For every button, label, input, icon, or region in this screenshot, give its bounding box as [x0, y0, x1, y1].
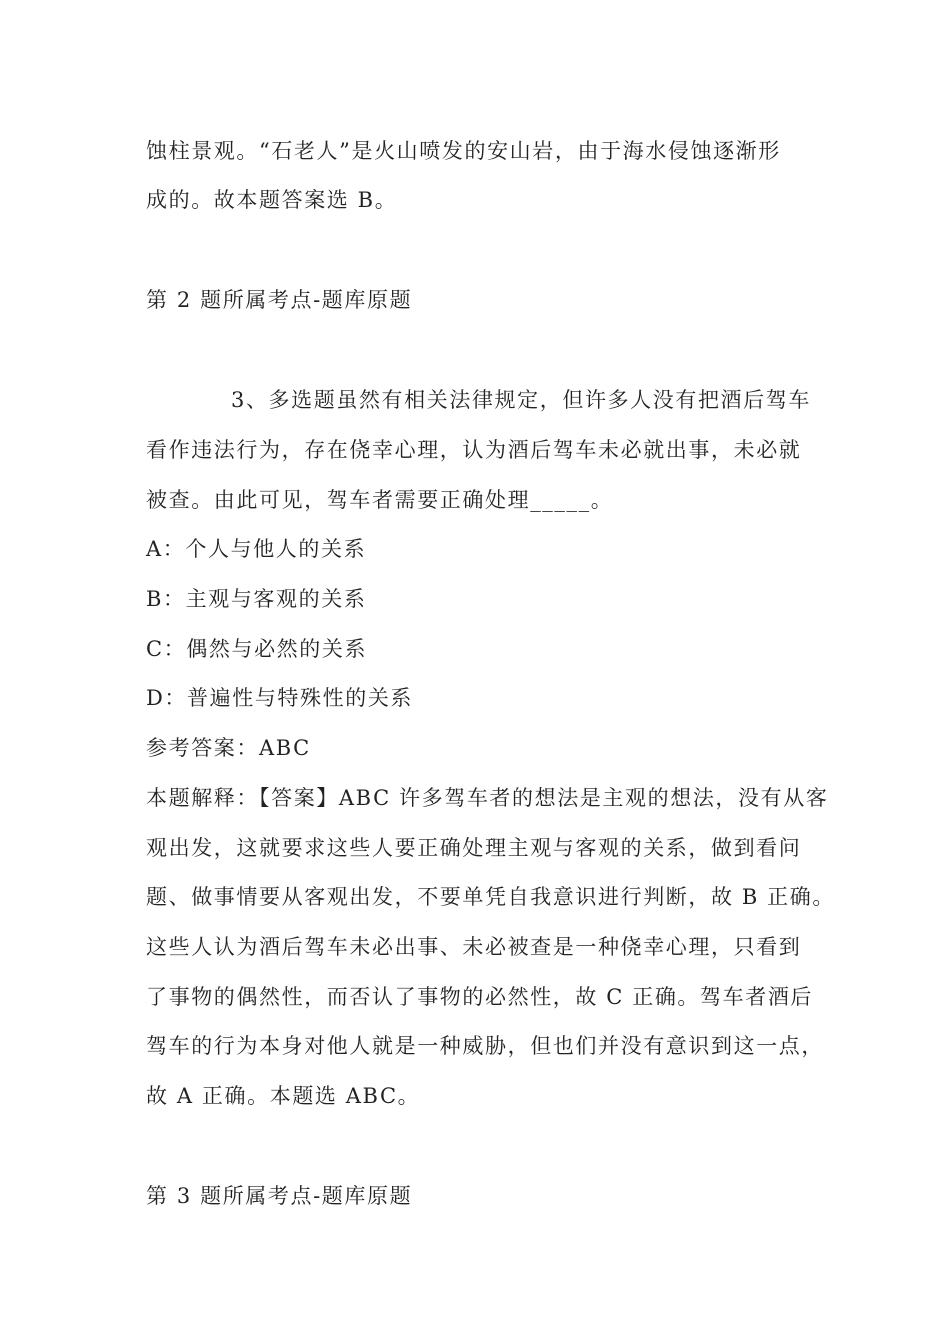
- explanation-line-3: 题、做事情要从客观出发，不要单凭自我意识进行判断，故 B 正确。: [146, 885, 835, 909]
- reference-answer: 参考答案：ABC: [146, 736, 311, 760]
- option-b: B：主观与客观的关系: [146, 587, 367, 611]
- question-3-line-2: 看作违法行为，存在侥幸心理，认为酒后驾车未必就出事，未必就: [146, 438, 802, 462]
- option-c: C：偶然与必然的关系: [146, 637, 368, 661]
- intro-line-2: 成的。故本题答案选 B。: [146, 188, 398, 212]
- option-d: D：普遍性与特殊性的关系: [146, 686, 414, 710]
- explanation-line-2: 观出发，这就要求这些人要正确处理主观与客观的关系，做到看问: [146, 836, 802, 860]
- question-3-line-1: 3、多选题虽然有相关法律规定，但许多人没有把酒后驾车: [231, 388, 811, 412]
- explanation-line-4: 这些人认为酒后驾车未必出事、未必被查是一种侥幸心理，只看到: [146, 935, 802, 959]
- explanation-line-7: 故 A 正确。本题选 ABC。: [146, 1084, 421, 1108]
- question-2-topic: 第 2 题所属考点-题库原题: [146, 288, 413, 312]
- intro-line-1: 蚀柱景观。“石老人”是火山喷发的安山岩，由于海水侵蚀逐渐形: [146, 139, 781, 163]
- question-3-topic: 第 3 题所属考点-题库原题: [146, 1184, 413, 1208]
- explanation-line-6: 驾车的行为本身对他人就是一种威胁，但也们并没有意识到这一点，: [146, 1034, 824, 1058]
- explanation-line-5: 了事物的偶然性，而否认了事物的必然性，故 C 正确。驾车者酒后: [146, 985, 814, 1009]
- option-a: A：个人与他人的关系: [146, 537, 367, 561]
- question-3-line-3: 被查。由此可见，驾车者需要正确处理_____。: [146, 488, 614, 512]
- explanation-line-1: 本题解释：【答案】ABC 许多驾车者的想法是主观的想法，没有从客: [146, 786, 829, 810]
